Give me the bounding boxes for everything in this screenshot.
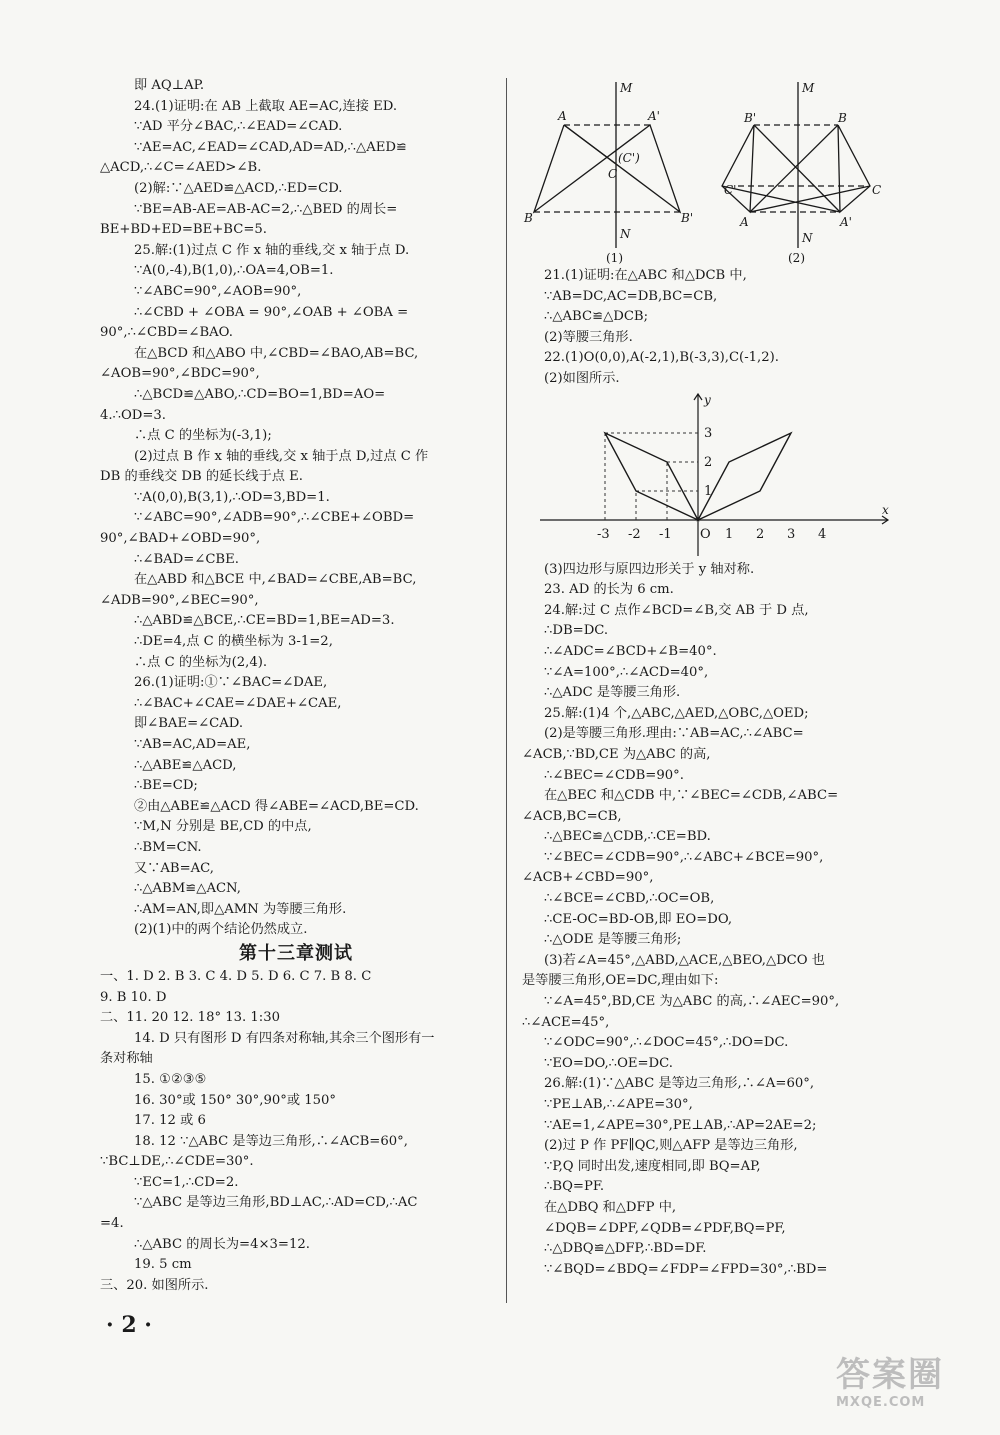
text-line: 23. AD 的长为 6 cm.	[544, 582, 674, 598]
text-line: ∵A(0,-4),B(1,0),∴OA=4,OB=1.	[134, 263, 334, 279]
label-c2-right: C	[872, 183, 882, 197]
watermark-logo: 答案圈	[836, 1355, 944, 1395]
text-line: ∴∠ACE=45°,	[522, 1014, 610, 1030]
text-line: ∴BM=CN.	[134, 839, 202, 855]
text-line: 9. B 10. D	[100, 989, 167, 1005]
text-line: ∵EC=1,∴CD=2.	[134, 1174, 239, 1190]
x-tick-label: 2	[756, 527, 765, 542]
text-line: 19. 5 cm	[134, 1257, 192, 1273]
text-line: ∵M,N 分别是 BE,CD 的中点,	[134, 819, 312, 835]
label-m1: M	[620, 81, 633, 95]
text-line: ∴点 C 的坐标为(2,4).	[134, 654, 268, 670]
text-line: 三、20. 如图所示.	[100, 1277, 209, 1293]
text-line: 24.解:过 C 点作∠BCD=∠B,交 AB 于 D 点,	[544, 602, 809, 618]
text-line: △ACD,∴∠C=∠AED>∠B.	[100, 160, 262, 176]
label-b2-prime: B'	[744, 111, 757, 125]
quadrilateral-reflected	[698, 433, 791, 520]
text-line: (2)解:∵△AED≌△ACD,∴ED=CD.	[134, 180, 343, 196]
x-tick-label: -2	[628, 527, 641, 542]
label-n2: N	[802, 231, 813, 245]
text-line: ∵AB=AC,AD=AE,	[134, 737, 251, 752]
page-number: · 2 ·	[106, 1312, 152, 1338]
text-line: 24.(1)证明:在 AB 上截取 AE=AC,连接 ED.	[134, 98, 398, 114]
label-a2: A'	[648, 109, 660, 123]
text-line: ∴CE-OC=BD-OB,即 EO=DO,	[544, 911, 733, 927]
figure-2-labels	[724, 81, 881, 265]
text-line: ∵AD 平分∠BAC,∴∠EAD=∠CAD.	[134, 119, 343, 135]
label-c2-prime: C'	[724, 183, 737, 197]
text-line: ∴△ABD≌△BCE,∴CE=BD=1,BE=AD=3.	[134, 613, 395, 629]
text-line: 17. 12 或 6	[134, 1113, 206, 1129]
text-line: 25.解:(1)过点 C 作 x 轴的垂线,交 x 轴于点 D.	[134, 242, 410, 258]
text-line: ∴∠BEC=∠CDB=90°.	[544, 767, 684, 783]
label-b1: B	[524, 211, 533, 225]
text-line: ∵AE=1,∠APE=30°,PE⊥AB,∴AP=2AE=2;	[544, 1117, 817, 1133]
text-line: 14. D 只有图形 D 有四条对称轴,其余三个图形有一	[134, 1030, 435, 1046]
text-line: ∵A(0,0),B(3,1),∴OD=3,BD=1.	[134, 489, 330, 505]
watermark-url: MXQE.COM	[836, 1395, 926, 1410]
text-line: ∵BE=AB-AE=AB-AC=2,∴△BED 的周长=	[134, 201, 398, 217]
text-line: 又∵AB=AC,	[134, 860, 214, 876]
text-line: 二、11. 20 12. 18° 13. 1:30	[100, 1010, 281, 1026]
text-line: 90°,∴∠CBD=∠BAO.	[100, 325, 233, 341]
coordinate-graph	[536, 390, 896, 560]
text-line: 即 AQ⊥AP.	[134, 78, 205, 93]
x-tick-label: -1	[659, 527, 672, 542]
text-line: 26.解:(1)∵△ABC 是等边三角形,∴∠A=60°,	[544, 1076, 815, 1092]
text-line: ∴∠BAD=∠CBE.	[134, 551, 239, 567]
text-line: 26.(1)证明:①∵∠BAC=∠DAE,	[134, 675, 328, 691]
label-a1: A	[558, 109, 567, 123]
left-answer-block	[100, 967, 492, 1297]
text-line: ∴△ABM≌△ACN,	[134, 881, 241, 897]
text-line: ∵AB=DC,AC=DB,BC=CB,	[544, 288, 718, 304]
origin-label: O	[700, 527, 711, 542]
text-line: (2)(1)中的两个结论仍然成立.	[134, 922, 308, 938]
x-tick-label: 3	[787, 527, 796, 542]
text-line: 25.解:(1)4 个,△ABC,△AED,△OBC,△OED;	[544, 705, 809, 721]
y-tick-label: 1	[704, 484, 713, 499]
text-line: ∵∠A=45°,BD,CE 为△ABC 的高,∴∠AEC=90°,	[544, 994, 840, 1010]
text-line: ∴∠BCE=∠CBD,∴OC=OB,	[544, 891, 715, 907]
text-line: ∴∠CBD + ∠OBA = 90°,∠OAB + ∠OBA =	[134, 304, 409, 320]
text-line: ∵BC⊥DE,∴∠CDE=30°.	[100, 1154, 254, 1170]
text-line: ∴△DBQ≌△DFP,∴BD=DF.	[544, 1241, 707, 1257]
text-line: 在△ABD 和△BCE 中,∠BAD=∠CBE,AB=BC,	[134, 572, 417, 588]
x-axis-label: x	[882, 503, 889, 517]
seg-cross-2	[750, 125, 838, 212]
text-line: 在△BCD 和△ABO 中,∠CBD=∠BAO,AB=BC,	[134, 345, 419, 361]
x-tick-label: 1	[725, 527, 734, 542]
text-line: ∠ACB,BC=CB,	[522, 808, 622, 824]
text-line: ∴DB=DC.	[544, 623, 609, 639]
triangle-right	[838, 125, 870, 212]
text-line: ∠ACB+∠CBD=90°,	[522, 870, 654, 886]
text-line: 在△DBQ 和△DFP 中,	[544, 1199, 677, 1215]
text-line: ∵△ABC 是等边三角形,BD⊥AC,∴AD=CD,∴AC	[134, 1195, 418, 1211]
text-line: 18. 12 ∵△ABC 是等边三角形,∴∠ACB=60°,	[134, 1133, 408, 1149]
chapter-title: 第十三章测试	[239, 942, 353, 964]
quadrilateral-original	[605, 433, 698, 520]
text-line: (3)四边形与原四边形关于 y 轴对称.	[544, 561, 755, 577]
text-line: ∴△ODE 是等腰三角形;	[544, 932, 682, 948]
left-text-block	[100, 76, 492, 941]
text-line: ∴△ABE≌△ACD,	[134, 757, 237, 773]
text-line: ∵∠ABC=90°,∠ADB=90°,∴∠CBE+∠OBD=	[134, 510, 415, 526]
triangle-left	[722, 125, 754, 212]
text-line: (2)如图所示.	[544, 370, 620, 386]
text-line: ∴∠ADC=∠BCD+∠B=40°.	[544, 643, 717, 659]
text-line: ∴BQ=PF.	[544, 1179, 605, 1195]
seg-cross-1	[754, 125, 840, 212]
text-line: =4.	[100, 1216, 124, 1232]
label-b2-right: B	[838, 111, 847, 125]
text-line: ∵EO=DO,∴OE=DC.	[544, 1055, 673, 1071]
x-tick-label: 4	[818, 527, 827, 542]
text-line: 16. 30°或 150° 30°,90°或 150°	[134, 1092, 336, 1108]
label-n1: N	[620, 227, 631, 241]
text-line: ∴BE=CD;	[134, 778, 198, 794]
text-line: (2)过点 B 作 x 轴的垂线,交 x 轴于点 D,过点 C 作	[134, 448, 429, 464]
text-line: (3)若∠A=45°,△ABD,△ACE,△BEO,△DCO 也	[544, 952, 825, 968]
text-line: ∴∠BAC+∠CAE=∠DAE+∠CAE,	[134, 695, 342, 711]
right-answer-block	[522, 560, 910, 1281]
y-axis-label: y	[704, 393, 711, 407]
text-line: ∠DQB=∠DPF,∠QDB=∠PDF,BQ=PF,	[544, 1220, 786, 1236]
label-a2-prime: A'	[840, 215, 852, 229]
caption-1: (1)	[606, 251, 623, 265]
text-line: ∴△BEC≌△CDB,∴CE=BD.	[544, 829, 711, 845]
text-line: ∵∠BEC=∠CDB=90°,∴∠ABC+∠BCE=90°,	[544, 849, 824, 865]
text-line: BE+BD+ED=BE+BC=5.	[100, 222, 267, 238]
text-line: ∠ADB=90°,∠BEC=90°,	[100, 592, 259, 608]
text-line: (2)是等腰三角形.理由:∵AB=AC,∴∠ABC=	[544, 726, 804, 742]
text-line: (2)过 P 作 PF∥QC,则△AFP 是等边三角形,	[544, 1138, 798, 1154]
label-b2: B'	[681, 211, 694, 225]
text-line: ∴△ABC 的周长为=4×3=12.	[134, 1236, 310, 1252]
text-line: 一、1. D 2. B 3. C 4. D 5. D 6. C 7. B 8. C	[100, 968, 372, 984]
text-line: ∴点 C 的坐标为(-3,1);	[134, 428, 272, 444]
text-line: ∴DE=4,点 C 的横坐标为 3-1=2,	[134, 634, 333, 650]
symmetry-figures	[520, 78, 910, 268]
text-line: 90°,∠BAD+∠OBD=90°,	[100, 531, 261, 547]
text-line: ∠ACB,∵BD,CE 为△ABC 的高,	[522, 746, 711, 762]
text-line: ∵∠ODC=90°,∴∠DOC=45°,∴DO=DC.	[544, 1035, 789, 1051]
column-divider	[506, 78, 507, 1303]
text-line: (2)等腰三角形.	[544, 329, 633, 345]
text-line: ∴△BCD≌△ABO,∴CD=BO=1,BD=AO=	[134, 386, 386, 402]
y-tick-label: 2	[704, 455, 713, 470]
text-line: 条对称轴	[100, 1051, 153, 1067]
text-line: ∴AM=AN,即△AMN 为等腰三角形.	[134, 901, 347, 917]
seg-cross-4	[750, 186, 870, 212]
text-line: 是等腰三角形,OE=DC,理由如下:	[522, 973, 719, 989]
figure-1-labels	[523, 81, 693, 265]
seg-ac	[564, 125, 616, 164]
seg-cross-3	[722, 186, 840, 212]
figure-1	[534, 82, 680, 248]
text-line: ∵∠BQD=∠BDQ=∠FDP=∠FPD=30°,∴BD=	[544, 1261, 828, 1277]
label-m2: M	[802, 81, 815, 95]
text-line: 即∠BAE=∠CAD.	[134, 716, 244, 732]
text-line: ∴△ADC 是等腰三角形.	[544, 685, 681, 701]
text-line: 21.(1)证明:在△ABC 和△DCB 中,	[544, 268, 747, 283]
caption-2: (2)	[788, 251, 805, 265]
text-line: ∵AE=AC,∠EAD=∠CAD,AD=AD,∴△AED≌	[134, 139, 407, 155]
watermark	[836, 1355, 986, 1425]
label-c2: (C')	[618, 151, 640, 165]
text-line: 22.(1)O(0,0),A(-2,1),B(-3,3),C(-1,2).	[544, 350, 779, 366]
text-line: 15. ①②③⑤	[134, 1071, 207, 1087]
x-tick-label: -3	[597, 527, 610, 542]
text-line: ∵P,Q 同时出发,速度相同,即 BQ=AP,	[544, 1158, 761, 1174]
text-line: DB 的垂线交 DB 的延长线于点 E.	[100, 469, 303, 485]
text-line: ∵∠A=100°,∴∠ACD=40°,	[544, 664, 709, 680]
text-line: 4.∴OD=3.	[100, 407, 166, 423]
text-line: ②由△ABE≌△ACD 得∠ABE=∠ACD,BE=CD.	[134, 798, 419, 814]
text-line: ∴△ABC≌△DCB;	[544, 309, 649, 325]
text-line: ∠AOB=90°,∠BDC=90°,	[100, 366, 260, 382]
text-line: ∵PE⊥AB,∴∠APE=30°,	[544, 1097, 693, 1112]
text-line: 在△BEC 和△CDB 中,∵∠BEC=∠CDB,∠ABC=	[544, 788, 839, 804]
text-line: ∵∠ABC=90°,∠AOB=90°,	[134, 283, 302, 299]
y-tick-label: 3	[704, 426, 713, 441]
right-text-block	[522, 266, 910, 390]
label-c1: C	[608, 167, 618, 181]
left-column	[100, 76, 492, 1296]
label-a2-left: A	[740, 215, 749, 229]
triangles-1	[534, 125, 680, 212]
